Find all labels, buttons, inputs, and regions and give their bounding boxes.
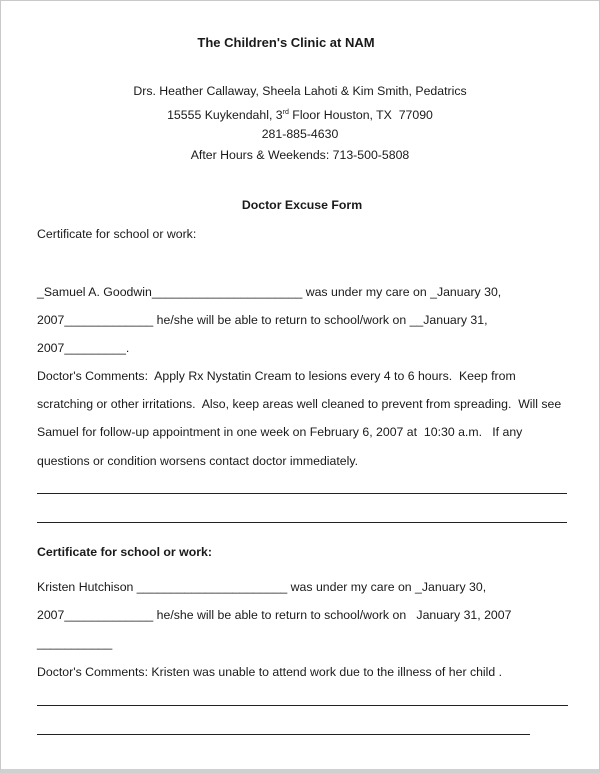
clinic-name: The Children's Clinic at NAM (197, 35, 375, 50)
cert2-heading: Certificate for school or work: (37, 545, 212, 559)
cert1-comment-line: Doctor's Comments: Apply Rx Nystatin Cream to lesions every 4 to 6 hours. Keep from (37, 369, 516, 383)
cert1-comment-line: questions or condition worsens contact doctor immediately. (37, 454, 359, 468)
address-part: Floor Houston, TX 77090 (288, 108, 433, 122)
cert1-comment-line: Samuel for follow-up appointment in one week on February 6, 2007 at 10:30 a.m. If any (37, 425, 523, 439)
cert2-line3: ___________ (37, 636, 113, 650)
after-hours-line: After Hours & Weekends: 713-500-5808 (190, 148, 410, 162)
blank-rule (37, 734, 530, 735)
address-sup: rd (282, 109, 289, 116)
doctors-line: Drs. Heather Callaway, Sheela Lahoti & Kim Smith, Pedatrics (133, 84, 467, 98)
cert1-line3: 2007_________. (37, 341, 130, 355)
blank-rule (37, 705, 568, 706)
cert1-comment-line: scratching or other irritations. Also, keep areas well cleaned to prevent from spreading. Will see (37, 397, 562, 411)
cert1-line1: _Samuel A. Goodwin______________________ was under my care on _January 30, (37, 285, 502, 299)
cert1-heading: Certificate for school or work: (37, 227, 197, 241)
address-line (0, 105, 600, 123)
phone-line: 281-885-4630 (261, 127, 339, 141)
form-title: Doctor Excuse Form (241, 198, 363, 212)
cert1-line2: 2007_____________ he/she will be able to return to school/work on __January 31, (37, 313, 488, 327)
cert2-line1: Kristen Hutchison ______________________ was under my care on _January 30, (37, 580, 487, 594)
blank-rule (37, 493, 567, 494)
cert2-line2: 2007_____________ he/she will be able to return to school/work on January 31, 2007 (37, 608, 512, 622)
address-part: 15555 Kuykendahl, 3 (167, 108, 283, 122)
cert2-comments: Doctor's Comments: Kristen was unable to attend work due to the illness of her child . (37, 665, 503, 679)
blank-rule (37, 522, 567, 523)
